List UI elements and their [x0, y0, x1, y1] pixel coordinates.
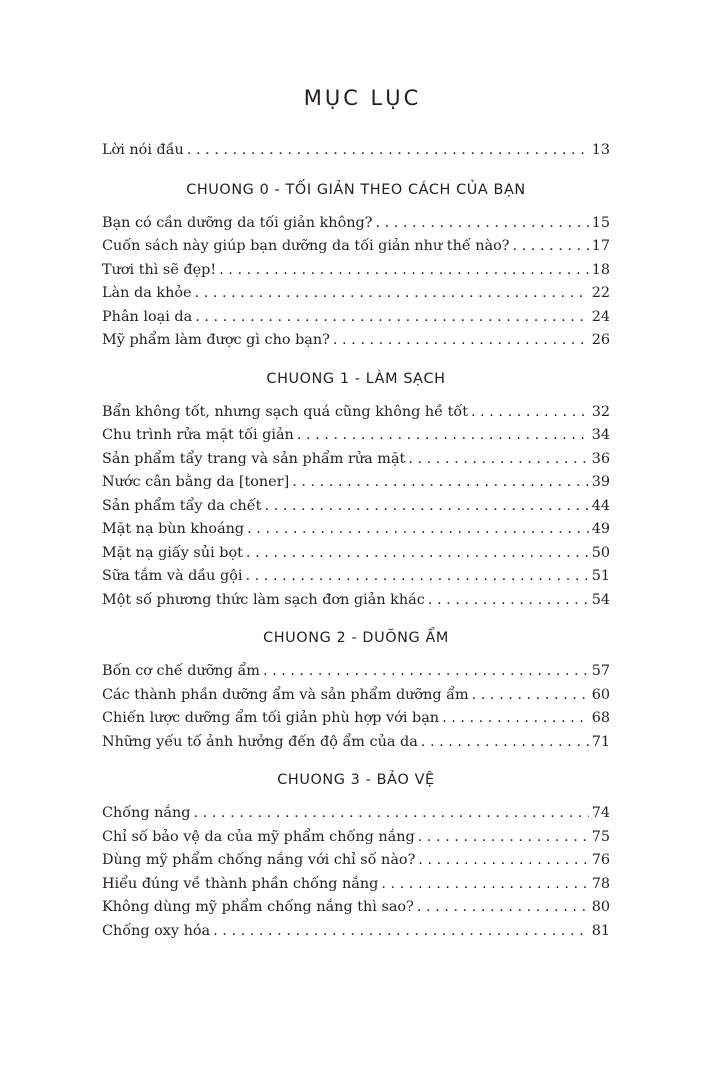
chapter-heading: CHUONG 0 - TỐI GIẢN THEO CÁCH CỦA BẠN	[186, 181, 526, 198]
toc-entry-page: 81	[591, 922, 610, 939]
dot-leader	[264, 495, 588, 519]
toc-entry-page: 76	[591, 852, 610, 868]
toc-entry	[102, 235, 610, 259]
toc-entry-title: Chống nắng	[102, 805, 191, 821]
toc-entry-title: Mỹ phẩm làm được gì cho bạn?	[102, 332, 330, 348]
toc-entry-page: 13	[591, 142, 610, 158]
dot-leader	[292, 471, 588, 495]
toc-entry-page: 78	[591, 875, 610, 892]
dot-leader	[247, 518, 589, 542]
dot-leader	[213, 920, 589, 944]
toc-entry-title: Sản phẩm tẩy trang và sản phẩm rửa mặt	[102, 450, 406, 467]
dot-leader	[513, 235, 589, 259]
toc-entry-title: Bốn cơ chế dưỡng ẩm	[102, 663, 260, 679]
dot-leader	[417, 896, 589, 920]
toc-entry	[102, 495, 610, 519]
toc-entry	[102, 401, 610, 425]
dot-leader	[195, 306, 589, 330]
toc-entry-title: Sản phẩm tẩy da chết	[102, 497, 262, 514]
dot-leader	[193, 802, 588, 826]
dot-leader	[472, 684, 589, 708]
toc-entry-page: 32	[591, 403, 610, 420]
toc-entry-page: 36	[591, 450, 610, 467]
toc-entry-page: 80	[591, 899, 610, 915]
toc-entry-title: Nước cân bằng da [toner]	[102, 474, 290, 490]
dot-leader	[195, 282, 589, 306]
toc-entry	[102, 589, 610, 613]
toc-entry	[102, 306, 610, 330]
toc-entry-title: Chiến lược dưỡng ẩm tối giản phù hợp với bạn	[102, 710, 440, 726]
toc-entry-title: Dùng mỹ phẩm chống nắng với chỉ số nào?	[102, 852, 416, 868]
dot-leader	[219, 259, 589, 283]
dot-leader	[381, 873, 588, 897]
toc-entry-title: Làn da khỏe	[102, 285, 192, 301]
toc-entry-title: Chu trình rửa mặt tối giản	[102, 427, 294, 443]
dot-leader	[333, 329, 589, 353]
toc-entry	[102, 259, 610, 283]
dot-leader	[428, 589, 589, 613]
toc-entry	[102, 565, 610, 589]
toc-entry-page: 68	[591, 710, 610, 726]
toc-entry-page: 34	[591, 427, 610, 443]
toc-entry-title: Lời nói đầu	[102, 142, 184, 158]
toc-entry-page: 60	[591, 686, 610, 703]
toc-entry-page: 49	[591, 521, 610, 537]
toc-entry	[102, 282, 610, 306]
chapter-heading: CHUONG 1 - LÀM SẠCH	[266, 370, 446, 387]
toc-entry-title: Bạn có cần dưỡng da tối giản không?	[102, 214, 373, 231]
toc-entry	[102, 920, 610, 944]
toc-entry	[102, 448, 610, 472]
chapter-heading: CHUONG 3 - BẢO VỆ	[277, 772, 435, 788]
toc-entry-title: Mặt nạ bùn khoáng	[102, 521, 245, 537]
toc-entry-page: 51	[591, 568, 610, 584]
toc-entry-title: Một số phương thức làm sạch đơn giản khác	[102, 591, 425, 608]
toc-entry	[102, 212, 610, 236]
toc-entry	[102, 329, 610, 353]
toc-entry-page: 44	[591, 497, 610, 514]
dot-leader	[263, 660, 589, 684]
toc-entry-page: 50	[591, 544, 610, 561]
toc-entry-page: 22	[591, 285, 610, 301]
toc-entry-title: Tươi thì sẽ đẹp!	[102, 261, 217, 278]
toc-entry	[102, 849, 610, 873]
toc-entry-title: Bẩn không tốt, nhưng sạch quá cũng không hề tốt	[102, 403, 468, 420]
toc-entry	[102, 424, 610, 448]
toc-entry-intro	[102, 139, 610, 163]
toc-entry-title: Mặt nạ giấy sủi bọt	[102, 544, 243, 561]
dot-leader	[418, 849, 588, 873]
toc-entry	[102, 707, 610, 731]
toc-entry	[102, 731, 610, 755]
toc-entry-title: Phân loại da	[102, 308, 193, 325]
toc-entry-title: Không dùng mỹ phẩm chống nắng thì sao?	[102, 899, 414, 915]
page-title: MỤC LỤC	[303, 86, 422, 110]
toc-entry-page: 39	[591, 474, 610, 490]
toc-entry-page: 15	[591, 214, 610, 231]
toc-entry	[102, 518, 610, 542]
toc-entry-page: 24	[591, 308, 610, 325]
toc-entry-page: 54	[591, 591, 610, 608]
toc-entry-title: Sữa tắm và dầu gội	[102, 568, 243, 584]
dot-leader	[375, 212, 588, 236]
toc-entry-page: 74	[591, 805, 610, 821]
toc-entry-title: Chỉ số bảo vệ da của mỹ phẩm chống nắng	[102, 828, 415, 845]
dot-leader	[246, 565, 589, 589]
toc-entry	[102, 896, 610, 920]
toc-entry	[102, 660, 610, 684]
toc-entry-title: Hiểu đúng về thành phần chống nắng	[102, 875, 379, 892]
dot-leader	[421, 731, 589, 755]
dot-leader	[418, 826, 589, 850]
toc-entry-page: 18	[591, 261, 610, 278]
toc-entry-title: Những yếu tố ảnh hưởng đến độ ẩm của da	[102, 733, 418, 750]
toc-entry	[102, 684, 610, 708]
toc-entry	[102, 542, 610, 566]
toc-entry-page: 71	[591, 733, 610, 750]
toc-entry	[102, 826, 610, 850]
dot-leader	[408, 448, 588, 472]
toc-entry-page: 26	[591, 332, 610, 348]
dot-leader	[442, 707, 589, 731]
toc-entry-title: Chống oxy hóa	[102, 922, 211, 939]
dot-leader	[187, 139, 589, 163]
toc-entry	[102, 873, 610, 897]
toc-entry	[102, 471, 610, 495]
toc-entry-page: 57	[591, 663, 610, 679]
dot-leader	[297, 424, 589, 448]
toc-entry-page: 75	[591, 828, 610, 845]
dot-leader	[471, 401, 589, 425]
toc-entry-title: Cuốn sách này giúp bạn dưỡng da tối giản như thế nào?	[102, 238, 510, 254]
chapter-heading: CHUONG 2 - DUÕNG ẨM	[263, 630, 449, 646]
toc-entry-title: Các thành phần dưỡng ẩm và sản phẩm dưỡng ẩm	[102, 686, 469, 703]
toc-entry-page: 17	[591, 238, 610, 254]
table-of-contents	[102, 139, 610, 943]
toc-entry	[102, 802, 610, 826]
dot-leader	[246, 542, 589, 566]
